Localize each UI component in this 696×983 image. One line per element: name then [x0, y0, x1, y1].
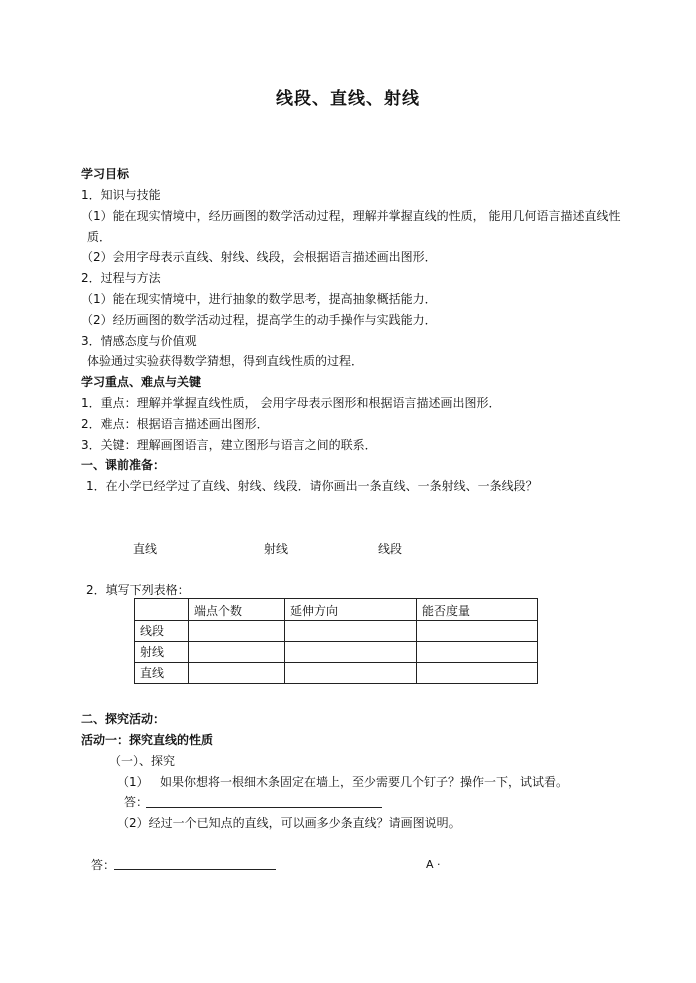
explore-q2-text: （2）经过一个已知点的直线，可以画多少条直线？请画图说明。: [117, 816, 461, 830]
table-row: [135, 663, 538, 684]
key-point-line: 3．关键：理解画图语言，建立图形与语言之间的联系．: [81, 438, 377, 452]
explore-q1-text: 如果你想将一根细木条固定在墙上，至少需要几个钉子？操作一下，试试看。: [160, 775, 569, 789]
table-header-cell: 延伸方向: [285, 599, 417, 621]
answer-label-2: 答：: [91, 858, 116, 872]
table-cell[interactable]: [285, 621, 417, 642]
objective-line: 质．: [87, 230, 112, 244]
objective-line: 1．知识与技能: [81, 188, 161, 202]
table-cell[interactable]: [189, 663, 285, 684]
table-cell[interactable]: [189, 621, 285, 642]
answer-line-2[interactable]: [114, 869, 276, 870]
table-cell[interactable]: [285, 642, 417, 663]
explore-heading: 二、探究活动：: [81, 712, 166, 726]
activity-heading: 活动一：探究直线的性质: [81, 733, 214, 747]
explore-q1-number: （1）: [117, 775, 149, 789]
objective-line: 2．过程与方法: [81, 271, 161, 285]
table-header-row: [135, 599, 538, 621]
table-header-cell: [135, 599, 189, 621]
objective-line: 体验通过实验获得数学猜想，得到直线性质的过程．: [87, 354, 364, 368]
table-cell[interactable]: [285, 663, 417, 684]
label-ray: 射线: [264, 542, 289, 556]
objectives-heading: 学习目标: [81, 167, 130, 181]
objective-line: （2）会用字母表示直线、射线、线段，会根据语言描述画出图形．: [81, 250, 437, 264]
objective-line: （1）能在现实情境中，经历画图的数学活动过程，理解并掌握直线的性质， 能用几何语言描述直线性: [81, 209, 621, 223]
prep-heading: 一、课前准备：: [81, 458, 166, 472]
objective-line: （2）经历画图的数学活动过程，提高学生的动手操作与实践能力．: [81, 313, 437, 327]
table-row-label: 线段: [135, 621, 189, 642]
table-row: [135, 621, 538, 642]
table-cell[interactable]: [417, 663, 538, 684]
page-title: 线段、直线、射线: [276, 89, 420, 109]
table-header-cell: 端点个数: [189, 599, 285, 621]
label-segment: 线段: [378, 542, 403, 556]
property-table: [134, 598, 538, 684]
table-header-cell: 能否度量: [417, 599, 538, 621]
explore-subheading: （一）、探究: [109, 754, 176, 768]
key-points-heading: 学习重点、难点与关键: [81, 375, 202, 389]
answer-label: 答：: [124, 795, 149, 809]
point-a-label: A ·: [426, 858, 441, 871]
answer-line[interactable]: [146, 807, 382, 808]
table-cell[interactable]: [417, 621, 538, 642]
table-cell[interactable]: [189, 642, 285, 663]
table-cell[interactable]: [417, 642, 538, 663]
table-row-label: 射线: [135, 642, 189, 663]
key-point-line: 2．难点：根据语言描述画出图形．: [81, 417, 269, 431]
prep-question-1: 1．在小学已经学过了直线、射线、线段．请你画出一条直线、一条射线、一条线段？: [86, 479, 538, 493]
table-row: [135, 642, 538, 663]
label-straight-line: 直线: [133, 542, 158, 556]
objective-line: （1）能在现实情境中，进行抽象的数学思考，提高抽象概括能力．: [81, 292, 437, 306]
prep-question-2: 2．填写下列表格：: [86, 583, 190, 597]
key-point-line: 1．重点：理解并掌握直线性质， 会用字母表示图形和根据语言描述画出图形．: [81, 396, 501, 410]
objective-line: 3．情感态度与价值观: [81, 334, 197, 348]
table-row-label: 直线: [135, 663, 189, 684]
